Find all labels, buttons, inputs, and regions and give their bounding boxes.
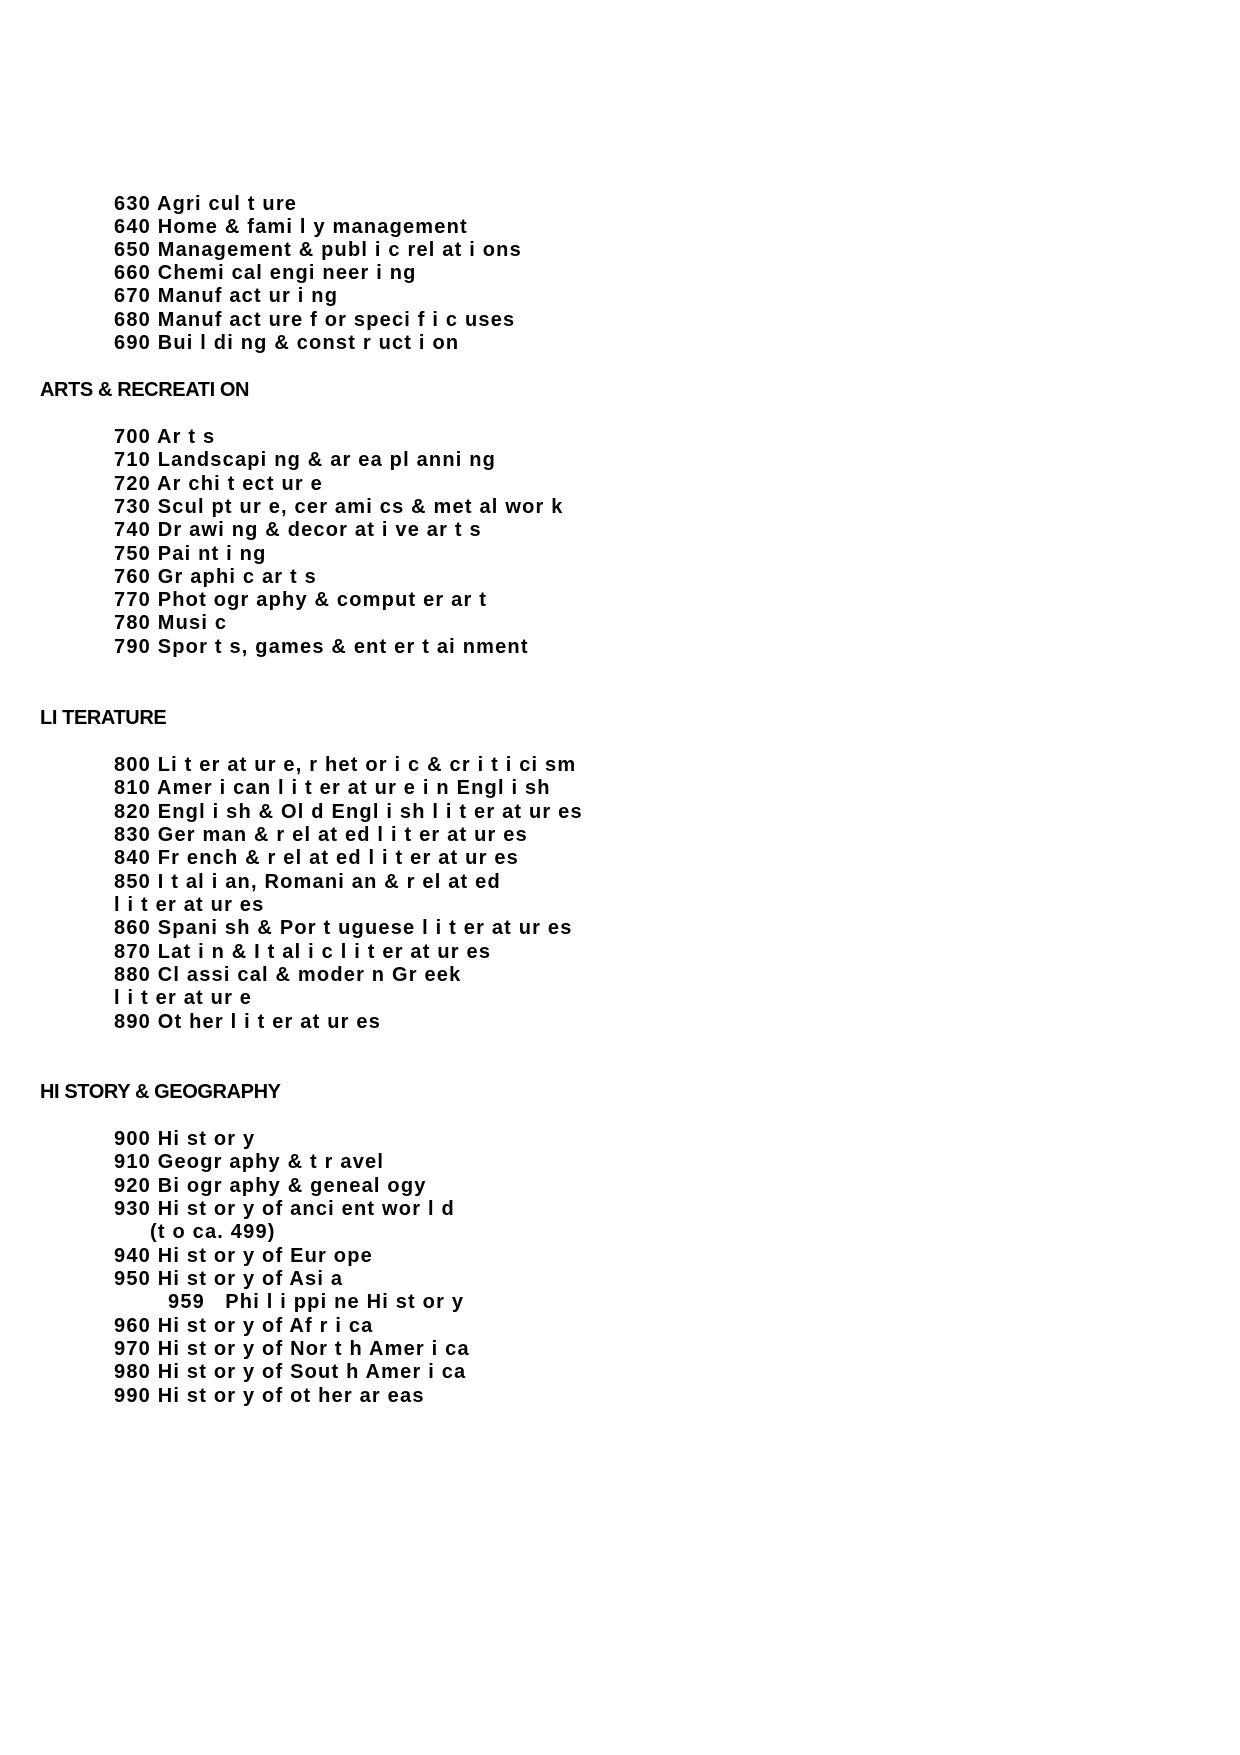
class-730: 730 Scul pt ur e, cer ami cs & met al wor k	[114, 496, 564, 518]
class-930-continued: (t o ca. 499)	[150, 1221, 276, 1243]
class-650: 650 Management & publ i c rel at i ons	[114, 239, 522, 261]
class-920: 920 Bi ogr aphy & geneal ogy	[114, 1175, 427, 1197]
class-810: 810 Amer i can l i t er at ur e i n Engl i sh	[114, 777, 551, 799]
section-heading-arts-recreation: ARTS & RECREATI ON	[40, 379, 250, 401]
class-940: 940 Hi st or y of Eur ope	[114, 1245, 373, 1267]
class-740: 740 Dr awi ng & decor at i ve ar t s	[114, 519, 482, 541]
section-heading-literature: LI TERATURE	[40, 707, 167, 729]
class-640: 640 Home & fami l y management	[114, 216, 468, 238]
class-820: 820 Engl i sh & Ol d Engl i sh l i t er at ur es	[114, 801, 583, 823]
class-900: 900 Hi st or y	[114, 1128, 256, 1150]
class-770: 770 Phot ogr aphy & comput er ar t	[114, 589, 488, 611]
class-990: 990 Hi st or y of ot her ar eas	[114, 1385, 425, 1407]
class-980: 980 Hi st or y of Sout h Amer i ca	[114, 1361, 467, 1383]
class-880-continued: l i t er at ur e	[114, 987, 253, 1009]
class-930: 930 Hi st or y of anci ent wor l d	[114, 1198, 455, 1220]
class-630: 630 Agri cul t ure	[114, 193, 298, 215]
class-690: 690 Bui l di ng & const r uct i on	[114, 332, 460, 354]
class-950: 950 Hi st or y of Asi a	[114, 1268, 344, 1290]
class-790: 790 Spor t s, games & ent er t ai nment	[114, 636, 529, 658]
class-840: 840 Fr ench & r el at ed l i t er at ur es	[114, 847, 519, 869]
class-910: 910 Geogr aphy & t r avel	[114, 1151, 385, 1173]
class-720: 720 Ar chi t ect ur e	[114, 473, 323, 495]
class-750: 750 Pai nt i ng	[114, 543, 267, 565]
class-959: 959 Phi l i ppi ne Hi st or y	[168, 1291, 465, 1313]
class-850: 850 I t al i an, Romani an & r el at ed	[114, 871, 501, 893]
class-830: 830 Ger man & r el at ed l i t er at ur es	[114, 824, 528, 846]
class-680: 680 Manuf act ure f or speci f i c uses	[114, 309, 516, 331]
class-880: 880 Cl assi cal & moder n Gr eek	[114, 964, 462, 986]
class-700: 700 Ar t s	[114, 426, 216, 448]
class-890: 890 Ot her l i t er at ur es	[114, 1011, 382, 1033]
class-670: 670 Manuf act ur i ng	[114, 285, 339, 307]
class-710: 710 Landscapi ng & ar ea pl anni ng	[114, 449, 497, 471]
class-660: 660 Chemi cal engi neer i ng	[114, 262, 417, 284]
class-870: 870 Lat i n & I t al i c l i t er at ur es	[114, 941, 492, 963]
class-800: 800 Li t er at ur e, r het or i c & cr i t i ci sm	[114, 754, 577, 776]
class-860: 860 Spani sh & Por t uguese l i t er at ur es	[114, 917, 573, 939]
class-960: 960 Hi st or y of Af r i ca	[114, 1315, 374, 1337]
section-heading-history-geography: HI STORY & GEOGRAPHY	[40, 1081, 281, 1103]
class-970: 970 Hi st or y of Nor t h Amer i ca	[114, 1338, 470, 1360]
class-780: 780 Musi c	[114, 612, 228, 634]
class-850-continued: l i t er at ur es	[114, 894, 265, 916]
class-760: 760 Gr aphi c ar t s	[114, 566, 317, 588]
